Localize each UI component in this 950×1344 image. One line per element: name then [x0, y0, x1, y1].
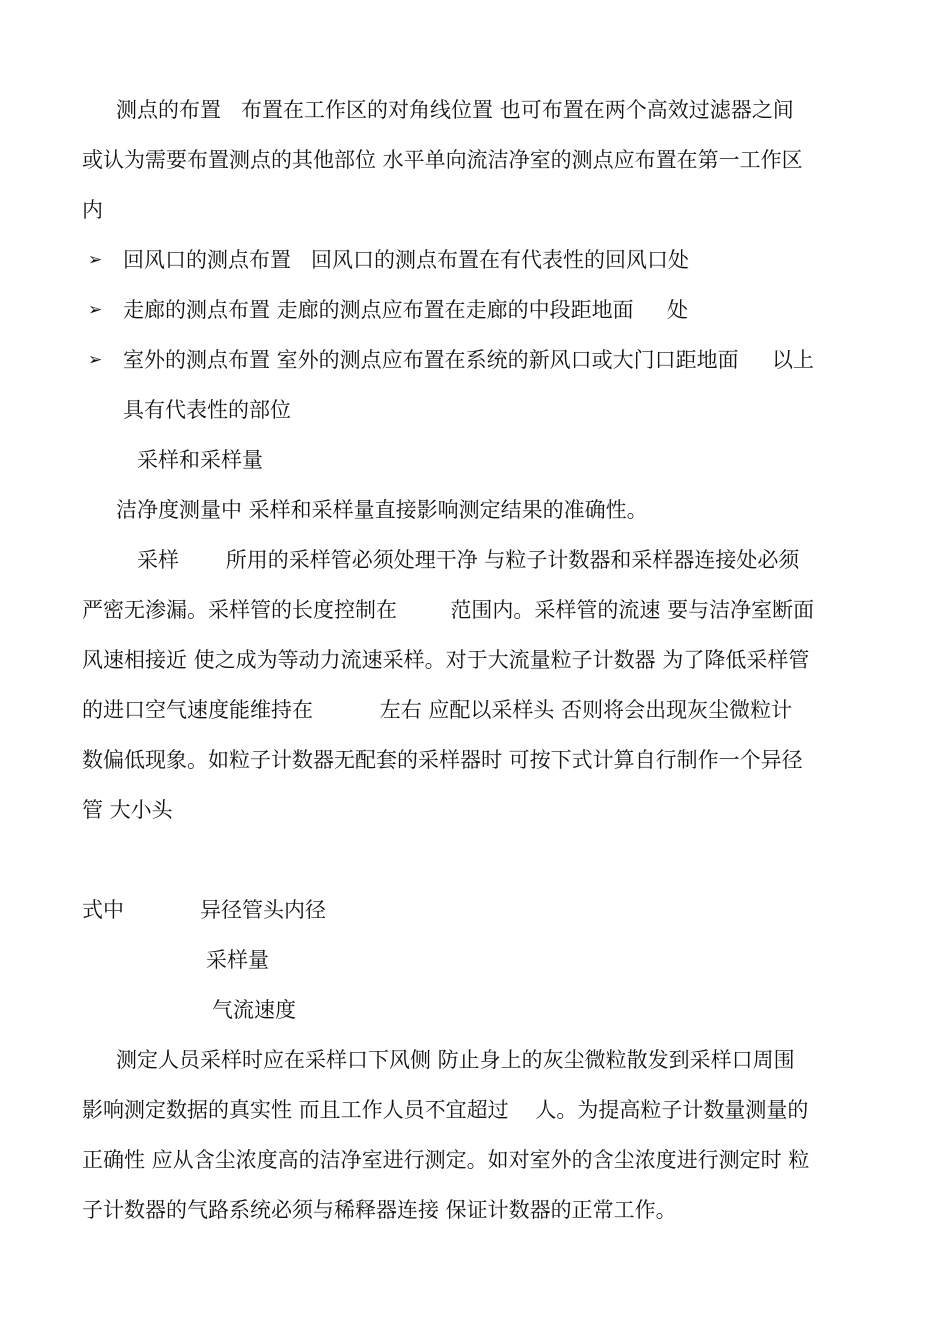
section-heading-sampling: 采样和采样量 [137, 448, 263, 472]
bullet-arrow-icon: ➢ [88, 300, 103, 320]
bullet-outdoor-points-line-2: 具有代表性的部位 [123, 398, 291, 422]
paragraph-sampling-line-1: 采样 所用的采样管必须处理干净 与粒子计数器和采样器连接处必须 [137, 548, 800, 572]
bullet-arrow-icon: ➢ [88, 250, 103, 270]
paragraph-personnel-line-4: 子计数器的气路系统必须与稀释器连接 保证计数器的正常工作。 [82, 1198, 677, 1222]
paragraph-sampling-line-6: 管 大小头 [82, 798, 173, 822]
formula-where-label: 式中 [82, 898, 124, 922]
formula-definition-air-velocity: 气流速度 [212, 998, 296, 1022]
paragraph-measuring-points-line-3: 内 [82, 198, 103, 222]
paragraph-measuring-points-line-1: 测点的布置 布置在工作区的对角线位置 也可布置在两个高效过滤器之间 [116, 98, 794, 122]
formula-definition-diameter: 异径管头内径 [200, 898, 326, 922]
bullet-arrow-icon: ➢ [88, 350, 103, 370]
paragraph-sampling-line-3: 风速相接近 使之成为等动力流速采样。对于大流量粒子计数器 为了降低采样管 [82, 648, 810, 672]
formula-definition-sampling-volume: 采样量 [206, 948, 269, 972]
paragraph-sampling-line-2: 严密无渗漏。采样管的长度控制在 范围内。采样管的流速 要与洁净室断面 [82, 598, 815, 622]
paragraph-sampling-line-4: 的进口空气速度能维持在 左右 应配以采样头 否则将会出现灰尘微粒计 [82, 698, 793, 722]
paragraph-measuring-points-line-2: 或认为需要布置测点的其他部位 水平单向流洁净室的测点应布置在第一工作区 [82, 148, 803, 172]
paragraph-personnel-line-2: 影响测定数据的真实性 而且工作人员不宜超过 人。为提高粒子计数量测量的 [82, 1098, 809, 1122]
bullet-outdoor-points-line-1: 室外的测点布置 室外的测点应布置在系统的新风口或大门口距地面 以上 [123, 348, 815, 372]
bullet-return-air-points: 回风口的测点布置 回风口的测点布置在有代表性的回风口处 [123, 248, 690, 272]
paragraph-sampling-line-5: 数偏低现象。如粒子计数器无配套的采样器时 可按下式计算自行制作一个异径 [82, 748, 803, 772]
paragraph-sampling-intro: 洁净度测量中 采样和采样量直接影响测定结果的准确性。 [116, 498, 648, 522]
paragraph-personnel-line-1: 测定人员采样时应在采样口下风侧 防止身上的灰尘微粒散发到采样口周围 [116, 1048, 795, 1072]
paragraph-personnel-line-3: 正确性 应从含尘浓度高的洁净室进行测定。如对室外的含尘浓度进行测定时 粒 [82, 1148, 810, 1172]
bullet-corridor-points: 走廊的测点布置 走廊的测点应布置在走廊的中段距地面 处 [123, 298, 689, 322]
